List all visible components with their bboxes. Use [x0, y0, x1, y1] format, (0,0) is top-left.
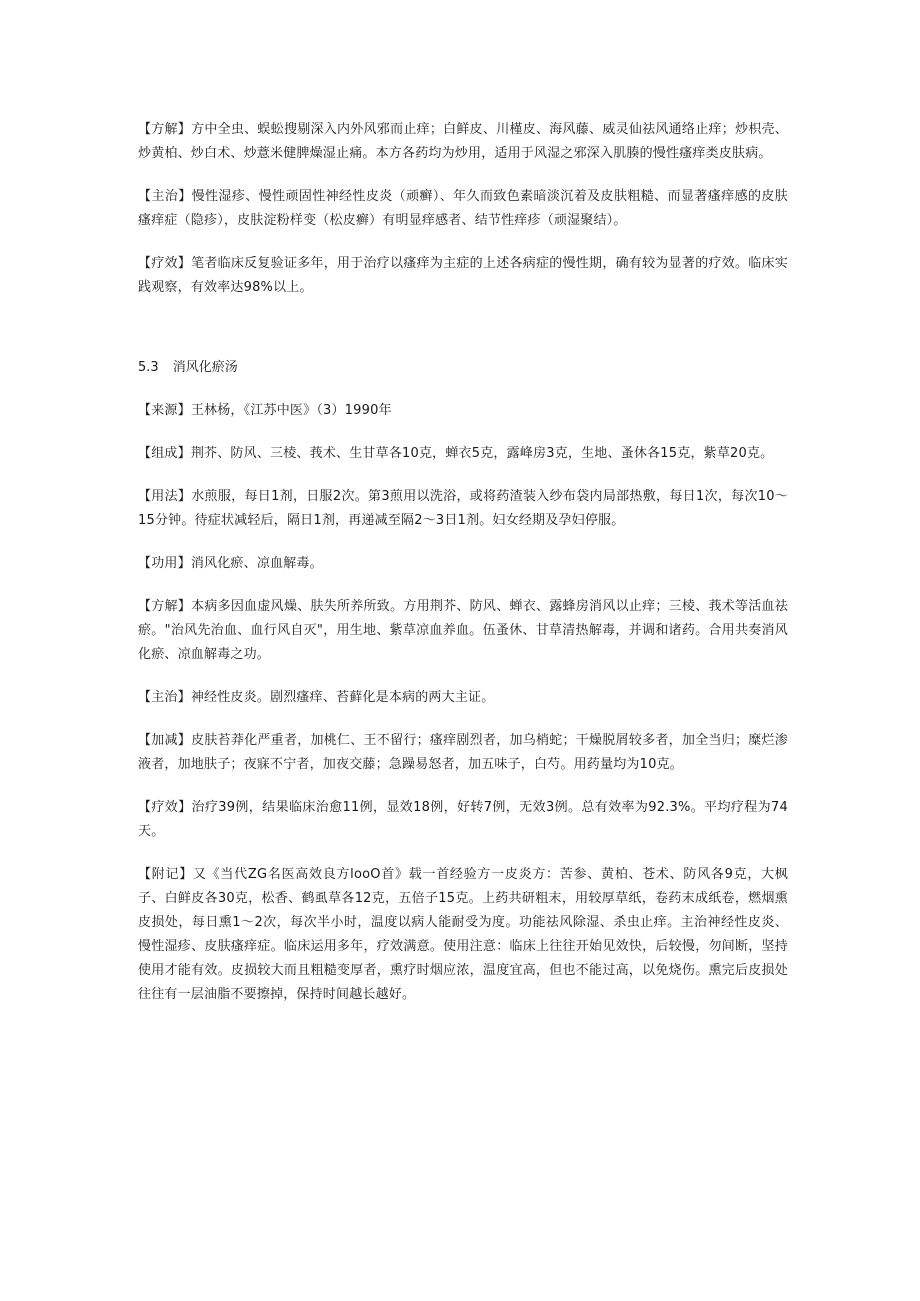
paragraph-tag: 【加减】 [138, 733, 192, 748]
paragraph-text: 治疗39例，结果临床治愈11例，显效18例，好转7例，无效3例。总有效率为92.3%。平均疗程为74天。 [138, 800, 788, 839]
document-page [138, 118, 788, 1026]
paragraph-yongfa [138, 485, 788, 533]
paragraph-tag: 【方解】 [138, 122, 192, 137]
paragraph-text: 方中全虫、蜈蚣搜剔深入内外风邪而止痒；白鲜皮、川槿皮、海风藤、威灵仙祛风通络止痒；炒枳壳、炒黄柏、炒白术、炒薏米健脾燥湿止痛。本方各药均为炒用，适用于风湿之邪深入肌腠的慢性瘙痒类皮肤病。 [138, 122, 788, 161]
paragraph-text: 笔者临床反复验证多年，用于治疗以瘙痒为主症的上述各病症的慢性期，确有较为显著的疗效。临床实践观察，有效率达98%以上。 [138, 256, 788, 295]
paragraph-tag: 【疗效】 [138, 256, 192, 271]
section-heading [138, 356, 788, 380]
paragraph-tag: 【方解】 [138, 599, 192, 614]
paragraph-tag: 【主治】 [138, 690, 191, 705]
paragraph-zucheng [138, 442, 788, 466]
paragraph-tag: 【功用】 [138, 556, 191, 571]
paragraph-tag: 【主治】 [138, 189, 192, 204]
paragraph-zhuzhi-2 [138, 686, 788, 710]
paragraph-zhuzhi-1 [138, 185, 788, 233]
paragraph-text: 王林杨，《江苏中医》（3）1990年 [190, 403, 392, 418]
paragraph-text: 水煎服，每日1剂，日服2次。第3煎用以洗浴，或将药渣装入纱布袋内局部热敷，每日1次，每次10～15分钟。待症状减轻后，隔日1剂，再递减至隔2～3日1剂。妇女经期及孕妇停服。 [138, 489, 788, 528]
paragraph-text: 皮肤苔莽化严重者，加桃仁、王不留行；瘙痒剧烈者，加乌梢蛇；干燥脱屑较多者，加全当归；糜烂渗液者，加地肤子；夜寐不宁者，加夜交藤；急躁易怒者，加五味子，白芍。用药量均为10克。 [138, 733, 788, 772]
paragraph-laiyuan [138, 399, 788, 423]
paragraph-jiajian [138, 729, 788, 777]
paragraph-fuji [138, 863, 788, 1007]
paragraph-liaoxiao-1 [138, 252, 788, 300]
paragraph-text: 消风化瘀、凉血解毒。 [190, 556, 323, 571]
paragraph-fangjie-1 [138, 118, 788, 166]
paragraph-text: 又《当代ZG名医高效良方looO首》载一首经验方一皮炎方：苦参、黄柏、苍术、防风各9克，大枫子、白鲜皮各30克，松香、鹤虱草各12克，五倍子15克。上药共研粗末，用较厚草纸，卷药末成纸卷，燃烟熏皮损处，每日熏1～2次，每次半小时，温度以病人能耐受为度。功能祛风除湿、杀虫止痒。主治神经性皮炎、慢性湿疹、皮肤瘙痒症。临床运用多年，疗效满意。使用注意：临床上往往开始见效快，后较慢，勿间断，坚持使用才能有效。皮损较大而且粗糙变厚者，熏疗时烟应浓，温度宜高，但也不能过高，以免烧伤。熏完后皮损处往往有一层油脂不要擦掉，保持时间越长越好。 [138, 867, 788, 1002]
paragraph-gongyong [138, 552, 788, 576]
paragraph-text: 神经性皮炎。剧烈瘙痒、苔藓化是本病的两大主证。 [190, 690, 495, 705]
paragraph-text: 荆芥、防风、三棱、莪术、生甘草各10克，蝉衣5克，露峰房3克，生地、蚤休各15克，紫草20克。 [190, 446, 774, 461]
paragraph-liaoxiao-2 [138, 796, 788, 844]
paragraph-text: 慢性湿疹、慢性顽固性神经性皮炎（顽癣）、年久而致色素暗淡沉着及皮肤粗糙、而显著瘙痒感的皮肤瘙痒症（隐疹），皮肤淀粉样变（松皮癣）有明显痒感者、结节性痒疹（顽湿聚结）。 [138, 189, 788, 228]
paragraph-tag: 【来源】 [138, 403, 191, 418]
paragraph-tag: 【附记】 [138, 867, 193, 882]
paragraph-fangjie-2 [138, 595, 788, 667]
section-title: 消风化瘀汤 [172, 360, 238, 375]
section-number: 5.3 [138, 360, 159, 375]
paragraph-text: 本病多因血虚风燥、肤失所养所致。方用荆芥、防风、蝉衣、露蜂房消风以止痒；三棱、莪术等活血祛瘀。"治风先治血、血行风自灭"，用生地、紫草凉血养血。伍蚤休、甘草清热解毒，并调和诸药。合用共奏消风化瘀、凉血解毒之功。 [138, 599, 788, 662]
paragraph-tag: 【疗效】 [138, 800, 192, 815]
paragraph-tag: 【用法】 [138, 489, 192, 504]
paragraph-tag: 【组成】 [138, 446, 191, 461]
